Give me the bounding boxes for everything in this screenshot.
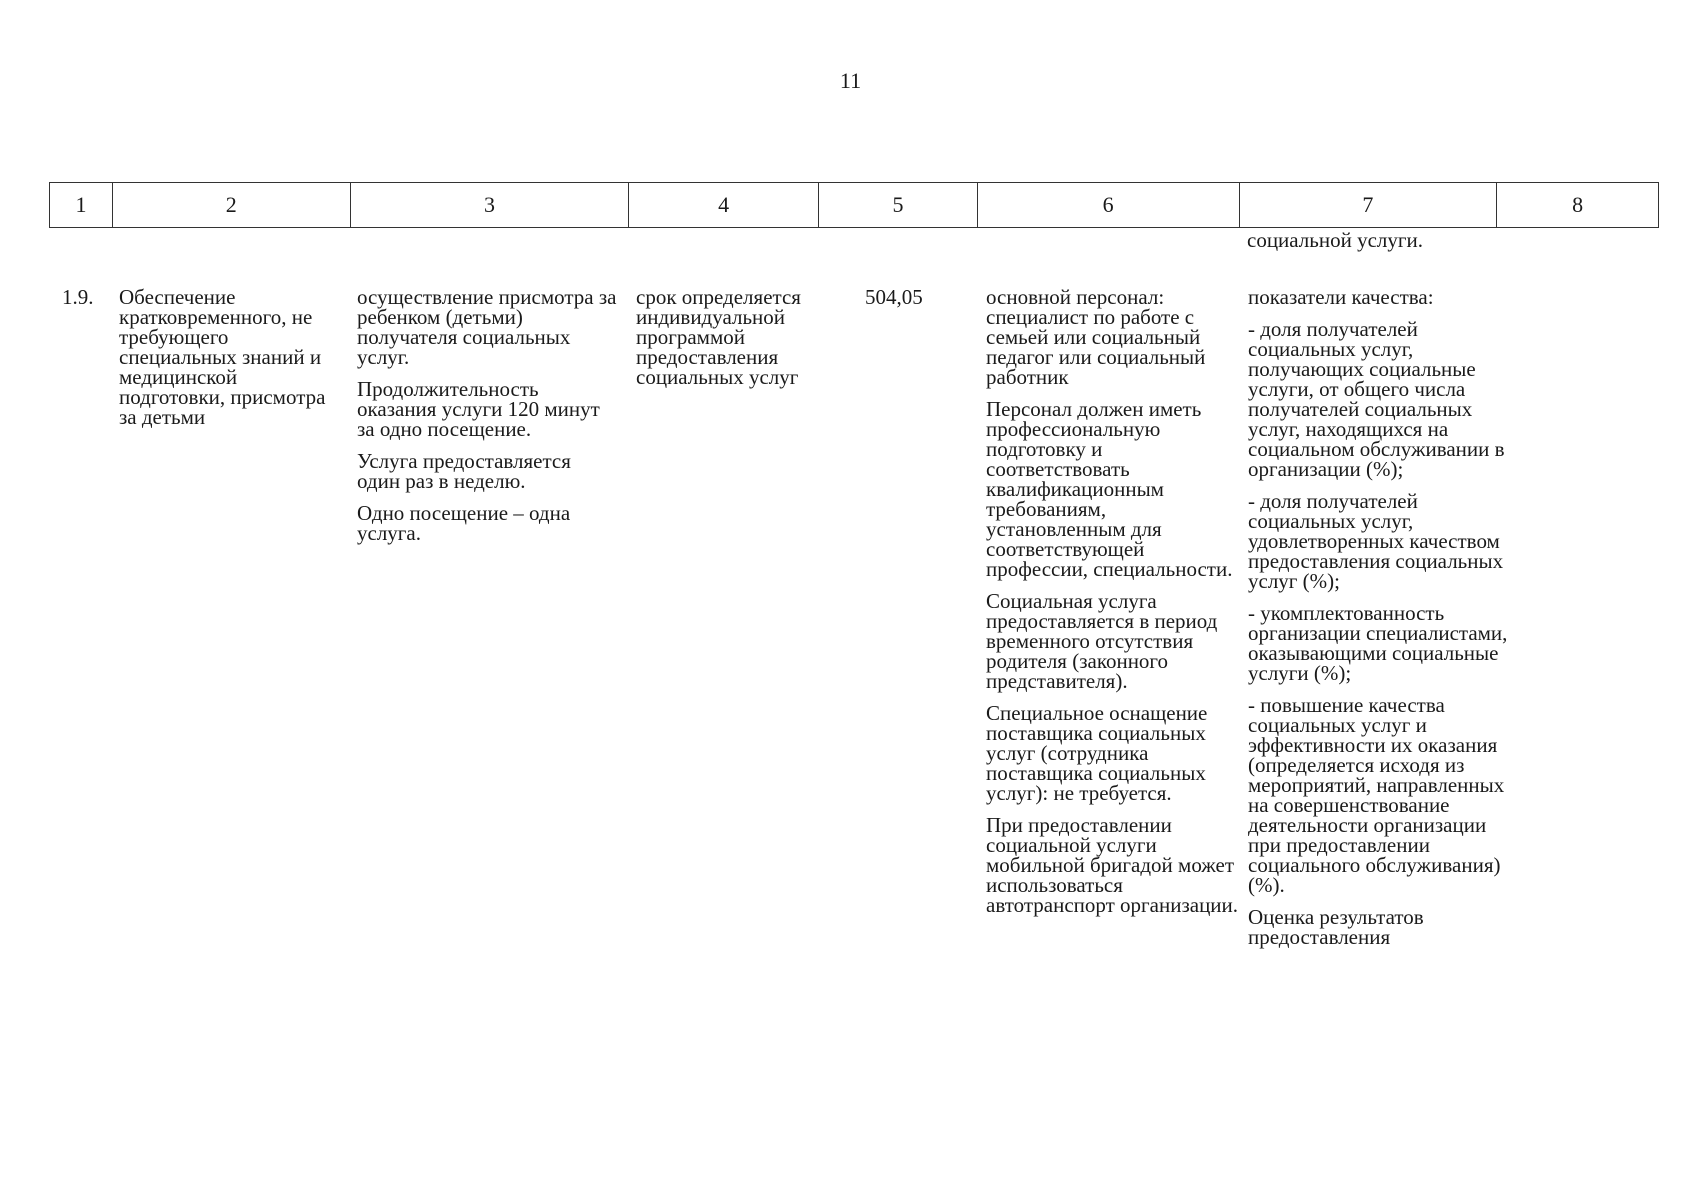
conditions-paragraph: Социальная услуга предоставляется в период временного отсутствия родителя (законного представителя). bbox=[986, 589, 1218, 693]
conditions-paragraph: основной персонал: специалист по работе с семьей или социальный педагог или социальный работник bbox=[986, 285, 1206, 389]
quality-paragraph: - доля получателей социальных услуг, удовлетворенных качеством предоставления социальных услуг (%); bbox=[1248, 489, 1504, 593]
continuation-text: социальной услуги. bbox=[1247, 228, 1423, 252]
conditions-paragraph: Специальное оснащение поставщика социальных услуг (сотрудника поставщика социальных услуг): не требуется. bbox=[986, 701, 1208, 805]
header-col-7: 7 bbox=[1240, 183, 1498, 227]
service-name: Обеспечение кратковременного, не требующего специальных знаний и медицинской подготовки, присмотра за детьми bbox=[119, 285, 326, 429]
conditions-paragraph: Персонал должен иметь профессиональную подготовку и соответствовать квалификационным требованиям, установленным для соответствующей профессии, специальности. bbox=[986, 397, 1233, 581]
row-number: 1.9. bbox=[62, 285, 94, 309]
service-description bbox=[357, 287, 619, 555]
quality-paragraph: Оценка результатов предоставления bbox=[1248, 905, 1424, 949]
header-col-1: 1 bbox=[50, 183, 113, 227]
quality-paragraph: - повышение качества социальных услуг и эффективности их оказания (определяется исходя из мероприятий, направленных на совершенствование деятельности организации при предоставлении социального обслуживания) (%). bbox=[1248, 693, 1505, 897]
header-col-5: 5 bbox=[819, 183, 978, 227]
service-price: 504,05 bbox=[865, 285, 923, 309]
description-paragraph: Одно посещение – одна услуга. bbox=[357, 501, 571, 545]
header-col-2: 2 bbox=[113, 183, 351, 227]
header-col-3: 3 bbox=[351, 183, 630, 227]
quality-paragraph: - доля получателей социальных услуг, получающих социальные услуги, от общего числа получателей социальных услуг, находящихся на социальном обслуживании в организации (%); bbox=[1248, 317, 1505, 481]
header-col-6: 6 bbox=[978, 183, 1240, 227]
quality-indicators bbox=[1248, 287, 1512, 959]
table-header bbox=[49, 182, 1659, 228]
service-term: срок определяется индивидуальной программой предоставления социальных услуг bbox=[636, 285, 801, 389]
header-col-4: 4 bbox=[629, 183, 819, 227]
conditions-paragraph: При предоставлении социальной услуги мобильной бригадой может использоваться автотранспорт организации. bbox=[986, 813, 1239, 917]
quality-paragraph: показатели качества: bbox=[1248, 285, 1434, 309]
page-number: 11 bbox=[839, 68, 862, 93]
description-paragraph: Продолжительность оказания услуги 120 минут за одно посещение. bbox=[357, 377, 600, 441]
description-paragraph: Услуга предоставляется один раз в неделю. bbox=[357, 449, 571, 493]
service-conditions bbox=[986, 287, 1248, 927]
header-col-8: 8 bbox=[1572, 192, 1584, 217]
description-paragraph: осуществление присмотра за ребенком (детьми) получателя социальных услуг. bbox=[357, 285, 617, 369]
quality-paragraph: - укомплектованность организации специалистами, оказывающими социальные услуги (%); bbox=[1248, 601, 1508, 685]
